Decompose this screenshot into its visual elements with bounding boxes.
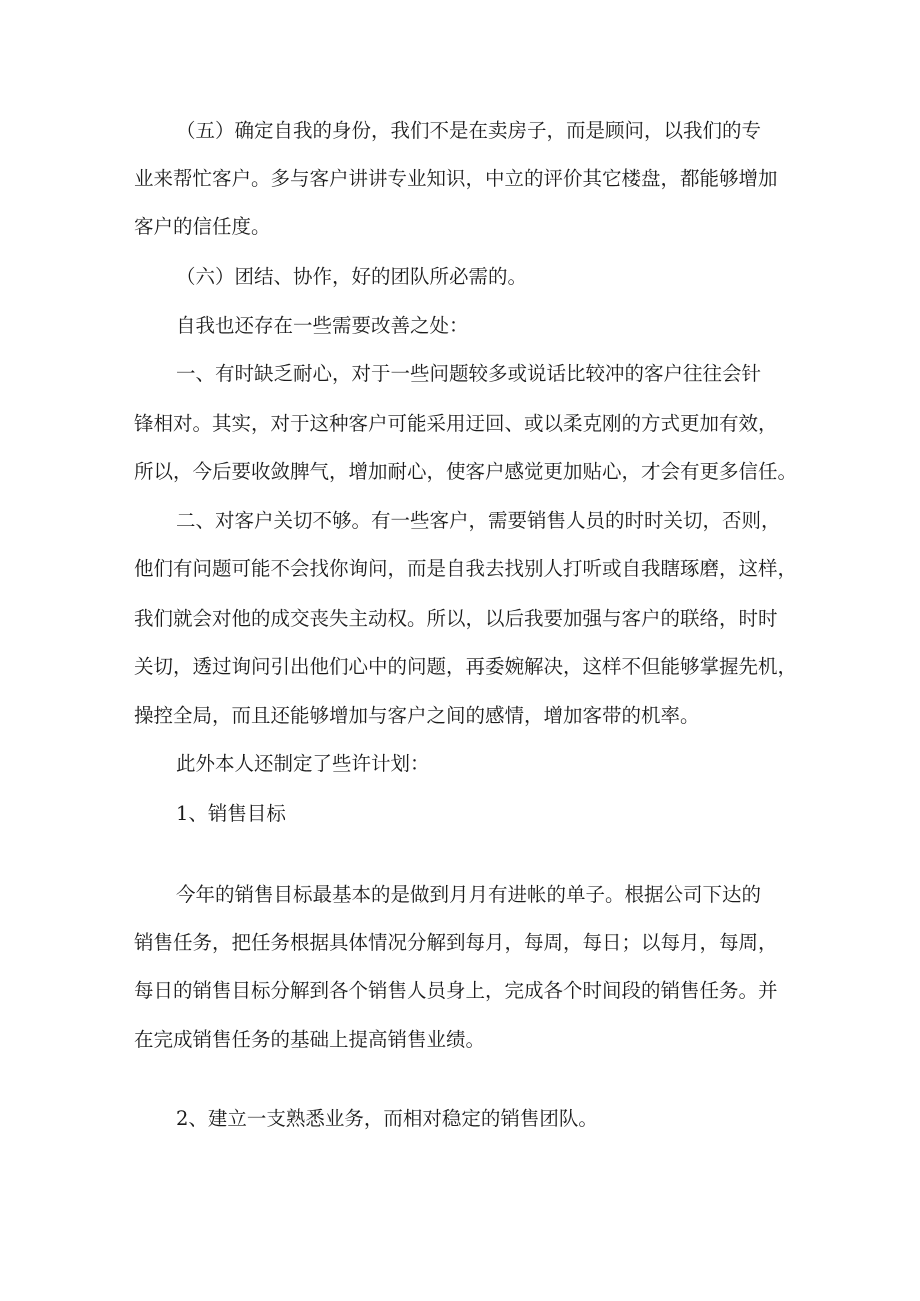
plan-1-body-line-2: 销售任务，把任务根据具体情况分解到每月，每周，每日；以每月，每周， (134, 931, 778, 954)
plan-1-body-line-1: 今年的销售目标最基本的是做到月月有进帐的单子。根据公司下达的 (176, 883, 762, 906)
improvement-2-line-1: 二、对客户关切不够。有一些客户，需要销售人员的时时关切，否则， (176, 509, 781, 532)
improvement-2-line-2: 他们有问题可能不会找你询问，而是自我去找别人打听或自我瞎琢磨，这样， (134, 557, 798, 580)
improvement-2-line-5: 操控全局，而且还能够增加与客户之间的感情，增加客带的机率。 (134, 704, 700, 727)
paragraph-5-line-2: 业来帮忙客户。多与客户讲讲专业知识，中立的评价其它楼盘，都能够增加 (134, 167, 778, 190)
plan-1-heading: 1、销售目标 (176, 802, 286, 825)
paragraph-6-line-1: （六）团结、协作，好的团队所必需的。 (176, 265, 528, 288)
plan-2-heading: 2、建立一支熟悉业务，而相对稳定的销售团队。 (176, 1107, 598, 1130)
improvement-1-line-3: 所以，今后要收敛脾气，增加耐心，使客户感觉更加贴心，才会有更多信任。 (134, 460, 798, 483)
improvement-2-line-4: 关切，透过询问引出他们心中的问题，再委婉解决，这样不但能够掌握先机， (134, 655, 798, 678)
paragraph-5-line-3: 客户的信任度。 (134, 215, 271, 238)
paragraph-5-line-1: （五）确定自我的身份，我们不是在卖房子，而是顾问，以我们的专 (176, 119, 762, 142)
improvement-1-line-2: 锋相对。其实，对于这种客户可能采用迂回、或以柔克刚的方式更加有效， (134, 412, 778, 435)
plan-1-body-line-4: 在完成销售任务的基础上提高销售业绩。 (134, 1028, 486, 1051)
improvement-1-line-1: 一、有时缺乏耐心，对于一些问题较多或说话比较冲的客户往往会针 (176, 362, 762, 385)
plan-intro: 此外本人还制定了些许计划： (176, 752, 430, 775)
improvement-2-line-3: 我们就会对他的成交丧失主动权。所以，以后我要加强与客户的联络，时时 (134, 607, 778, 630)
plan-1-body-line-3: 每日的销售目标分解到各个销售人员身上，完成各个时间段的销售任务。并 (134, 979, 778, 1002)
improvement-intro: 自我也还存在一些需要改善之处： (176, 314, 469, 337)
